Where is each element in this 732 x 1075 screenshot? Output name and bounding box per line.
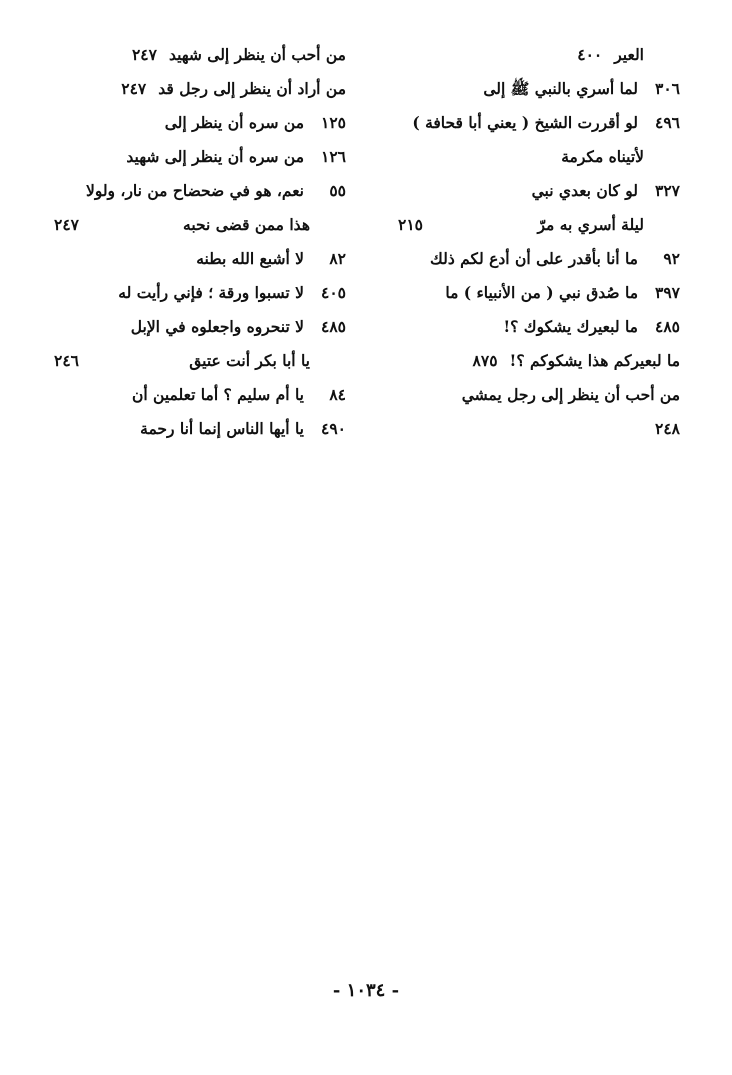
index-column-right — [394, 38, 680, 446]
entry-text: ما لبعيركم هذا يشكوكم ؟! — [509, 351, 680, 370]
index-column-left — [50, 38, 346, 446]
entry-reference-number: ٢٤٧ — [121, 79, 147, 98]
index-entry — [50, 208, 346, 242]
index-entry — [394, 412, 680, 446]
index-entry — [394, 344, 680, 378]
index-entry — [50, 174, 346, 208]
entry-number: ١٢٥ — [321, 113, 346, 132]
entry-text: من أراد أن ينظر إلى رجل قد — [158, 79, 346, 98]
entry-text: لو أقررت الشيخ ( يعني أبا قحافة ) — [412, 113, 638, 132]
entry-text: لما أسري بالنبي ﷺ إلى — [483, 79, 638, 98]
entry-reference-number: ٢٤٧ — [54, 215, 79, 234]
entry-number: ١٢٦ — [321, 147, 346, 166]
entry-text: ٢٤٨ — [655, 419, 680, 438]
entry-reference-number: ٤٠٠ — [577, 45, 603, 64]
index-entry — [394, 310, 680, 344]
entry-text: ما صُدق نبي ( من الأنبياء ) ما — [445, 283, 638, 302]
page-number: - ١٠٣٤ - — [332, 980, 400, 1001]
index-entry — [50, 38, 346, 72]
entry-number: ٣٠٦ — [655, 79, 680, 98]
index-entry — [50, 242, 346, 276]
entry-text: ليلة أسري به مرّ — [537, 215, 644, 234]
index-entry — [394, 208, 680, 242]
entry-number: ٨٢ — [329, 249, 346, 268]
entry-text: لا تنحروه واجعلوه في الإبل — [130, 317, 304, 336]
entry-text: يا أم سليم ؟ أما تعلمين أن — [131, 385, 304, 404]
entry-text: العير — [614, 45, 644, 64]
entry-text: لأتيناه مكرمة — [561, 147, 644, 166]
entry-text: يا أبا بكر أنت عتيق — [189, 351, 310, 370]
entry-text: هذا ممن قضى نحبه — [183, 215, 310, 234]
index-entry — [50, 344, 346, 378]
entry-text: من أحب أن ينظر إلى شهيد — [168, 45, 346, 64]
entry-text: لا أشبع الله بطنه — [196, 249, 304, 268]
entry-number: ٤٠٥ — [321, 283, 346, 302]
entry-text: من سره أن ينظر إلى شهيد — [126, 147, 304, 166]
entry-number: ٥٥ — [329, 181, 346, 200]
entry-text: ما لبعيرك يشكوك ؟! — [503, 317, 638, 336]
entry-text: لا تسبوا ورقة ؛ فإني رأيت له — [118, 283, 304, 302]
index-entry — [50, 72, 346, 106]
index-entry — [394, 106, 680, 140]
index-entry — [394, 242, 680, 276]
entry-text: لو كان بعدي نبي — [531, 181, 638, 200]
index-entry — [50, 106, 346, 140]
entry-number: ٤٨٥ — [655, 317, 680, 336]
entry-number: ٤٩٦ — [655, 113, 680, 132]
index-entry — [50, 276, 346, 310]
entry-text: يا أيها الناس إنما أنا رحمة — [140, 419, 304, 438]
index-entry — [50, 412, 346, 446]
entry-number: ٣٩٧ — [655, 283, 680, 302]
index-entry — [50, 140, 346, 174]
entry-number: ٨٤ — [329, 385, 346, 404]
index-entry — [394, 174, 680, 208]
index-entry — [50, 378, 346, 412]
index-entry — [394, 140, 680, 174]
entry-number: ٣٢٧ — [655, 181, 680, 200]
index-entry — [394, 38, 680, 72]
entry-reference-number: ٢١٥ — [398, 215, 423, 234]
index-entry — [394, 378, 680, 412]
index-entry — [394, 72, 680, 106]
entry-number: ٩٢ — [663, 249, 680, 268]
index-entry — [50, 310, 346, 344]
entry-reference-number: ٢٤٧ — [131, 45, 157, 64]
entry-text: نعم، هو في ضحضاح من نار، ولولا — [85, 181, 304, 200]
entry-text: من أحب أن ينظر إلى رجل يمشي — [461, 385, 680, 404]
entry-reference-number: ٨٧٥ — [472, 351, 498, 370]
index-entry — [394, 276, 680, 310]
entry-text: من سره أن ينظر إلى — [164, 113, 304, 132]
entry-text: ما أنا بأقدر على أن أدع لكم ذلك — [430, 249, 638, 268]
entry-number: ٤٨٥ — [321, 317, 346, 336]
entry-number: ٤٩٠ — [321, 419, 346, 438]
entry-reference-number: ٢٤٦ — [54, 351, 79, 370]
